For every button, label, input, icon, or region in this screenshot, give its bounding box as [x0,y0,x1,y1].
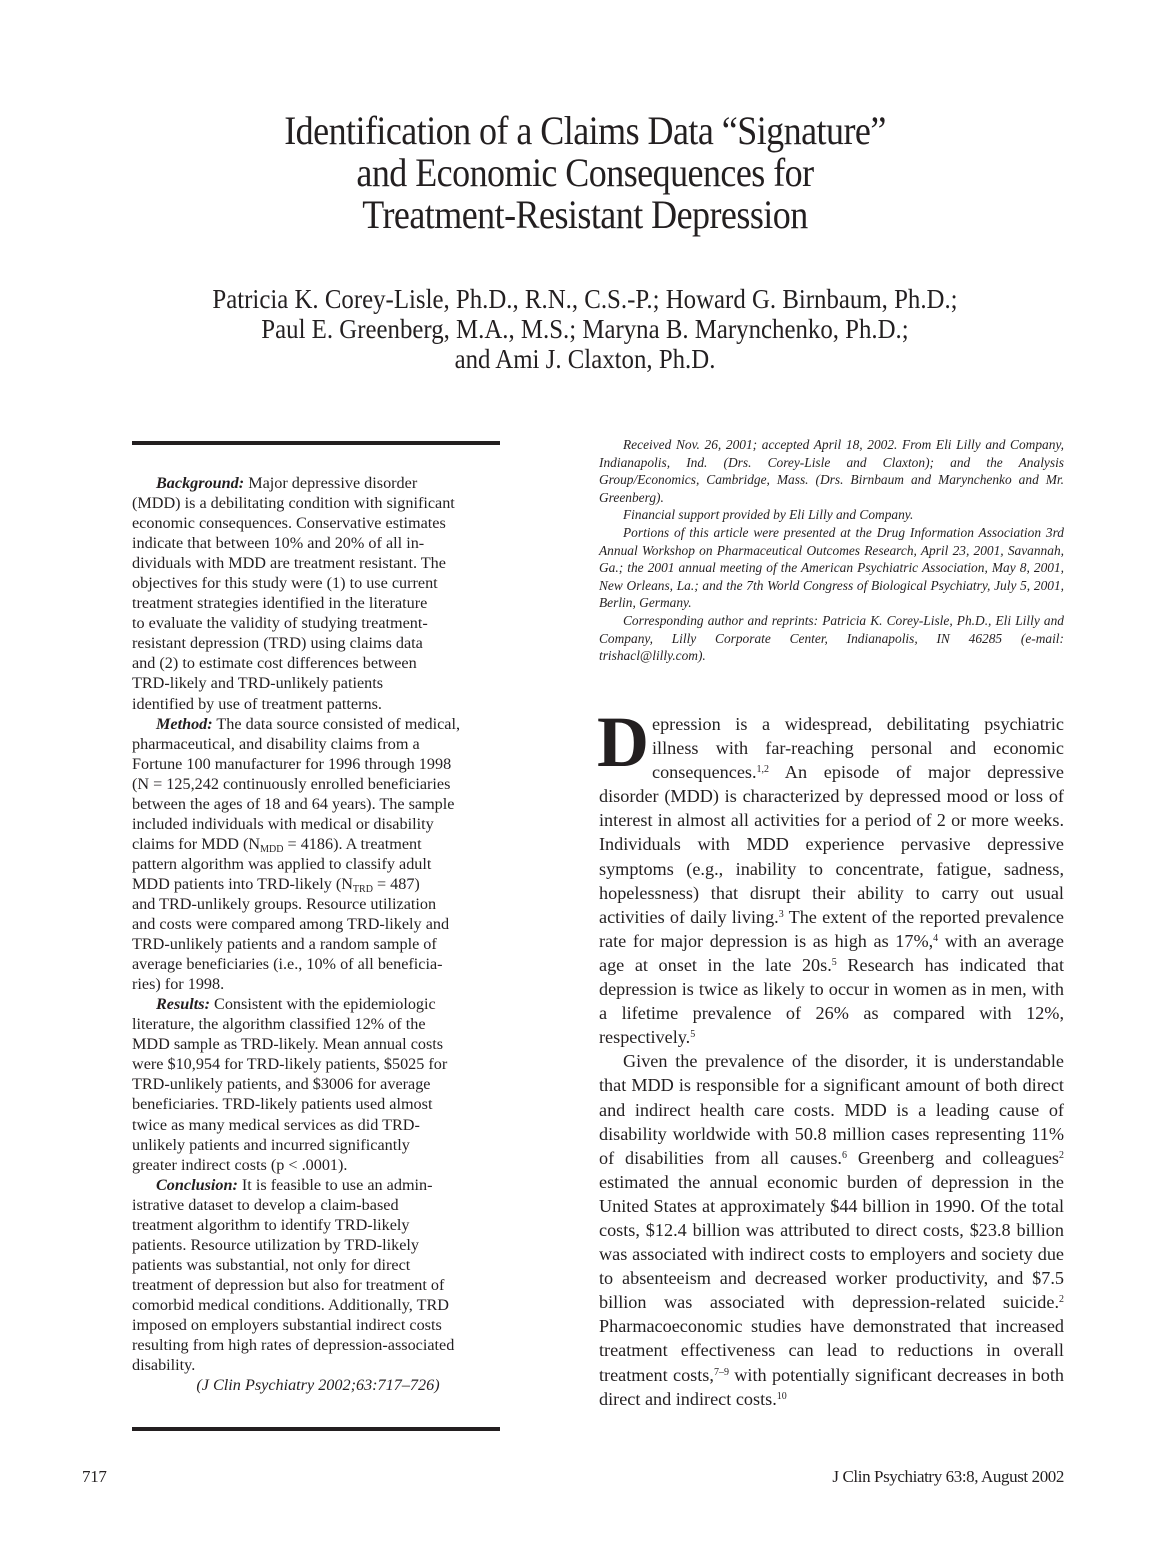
abstract-line: (N = 125,242 continuously enrolled beneficiaries [132,774,451,793]
text-run: with an average age at onset in the late 20s. [599,930,1064,975]
article-notes [599,436,1064,665]
abstract-line: resulting from high rates of depression-associated [132,1336,455,1355]
abstract-line: resistant depression (TRD) using claims data [132,634,423,653]
text-run: estimated the annual economic burden of depression in the United States at approximately $44 billion in 1990. Of the total costs, $12.4 billion was attributed to direct costs, $23.8 billion was associated with indirect costs to employers and society due to absenteeism and decreased worker productivity, and $7.5 billion was associated with depression-related suicide. [599,1171,1064,1313]
abstract-citation: (J Clin Psychiatry 2002;63:717–726) [196,1376,440,1395]
reference-marker[interactable]: 3 [778,908,784,920]
reference-marker[interactable]: 5 [831,956,837,968]
text-run: Given the prevalence of the disorder, it is understandable that MDD is responsible for a significant amount of both direct and indirect health care costs. MDD is a leading cause of disability worldwide with 50.8 million cases representing 11% of disabilities from all causes. [599,1051,1064,1168]
abstract-line: were $10,954 for TRD-likely patients, $5025 for [132,1055,448,1074]
abstract-line: average beneficiaries (i.e., 10% of all beneficia- [132,955,443,974]
received-note: Received Nov. 26, 2001; accepted April 18, 2002. From Eli Lilly and Company, Indianapolis, Ind. (Drs. Corey-Lisle and Claxton); and the Analysis Group/Economics, Cambridge, Mass. (Drs. Birnbaum and Marynchenko and Mr. Greenberg). [599,437,1064,505]
abstract-line: and TRD-unlikely groups. Resource utilization [132,894,437,913]
abstract-results [132,994,504,1174]
background-label: Background: [156,474,245,492]
reference-marker[interactable]: 5 [690,1029,696,1041]
abstract-line: objectives for this study were (1) to use current [132,574,438,593]
abstract-line: comorbid medical conditions. Additionally, TRD [132,1295,449,1314]
abstract-line: to evaluate the validity of studying treatment- [132,614,428,633]
abstract-line: beneficiaries. TRD-likely patients used almost [132,1095,433,1114]
abstract-line: literature, the algorithm classified 12% of the [132,1015,426,1034]
text-run: Greenberg and colleagues [846,1147,1059,1168]
abstract-line: unlikely patients and incurred significantly [132,1135,410,1154]
subscript: TRD [352,883,373,895]
abstract-line: Consistent with the epidemiologic [209,995,436,1014]
subscript: MDD [260,843,284,855]
abstract-line: disability. [132,1356,196,1375]
correspondence-note: Corresponding author and reprints: Patricia K. Corey-Lisle, Ph.D., Eli Lilly and Company, Lilly Corporate Center, Indianapolis, IN 46285 (e-mail: trishacl@lilly.com). [599,612,1064,664]
abstract-line: patients was substantial, not only for direct [132,1255,411,1274]
abstract-line: (MDD) is a debilitating condition with significant [132,494,455,513]
text-run: = 4186). A treatment [283,834,422,853]
drop-cap: D [597,702,649,782]
abstract-conclusion [132,1175,504,1375]
author-line: and Ami J. Claxton, Ph.D. [454,344,716,374]
method-label: Method: [156,714,213,733]
abstract-line: treatment algorithm to identify TRD-likely [132,1215,410,1234]
abstract-background [132,473,504,714]
reference-marker[interactable]: 2 [1059,1149,1064,1161]
abstract-line: indicate that between 10% and 20% of all in- [132,534,425,553]
text-run: with potentially significant decreases in both direct and indirect costs. [599,1364,1064,1409]
funding-note: Financial support provided by Eli Lilly and Company. [623,507,914,523]
abstract-line: included individuals with medical or disability [132,814,434,833]
abstract-line: dividuals with MDD are treatment resistant. The [132,554,446,573]
title-line: and Economic Consequences for [356,150,814,195]
abstract-top-rule [132,441,500,445]
abstract [132,473,504,1395]
text-run: The extent of the reported prevalence rate for major depression is as high as 17%, [599,906,1064,951]
body-paragraph [597,702,1064,1049]
abstract-line: patients. Resource utilization by TRD-likely [132,1235,419,1254]
abstract-line: ries) for 1998. [132,975,225,994]
abstract-line: The data source consisted of medical, [212,714,461,733]
abstract-line: istrative dataset to develop a claim-based [132,1195,399,1214]
abstract-line: twice as many medical services as did TRD- [132,1115,420,1134]
text-run: An episode of major depressive disorder (MDD) is characterized by depressed mood or loss of interest in almost all activities for a period of 2 or more weeks. Individuals with MDD experience pervasive depressive symptoms (e.g., inability to concentrate, fatigue, sadness, hopelessness) that disrupt their ability to carry out usual activities of daily living. [599,762,1064,927]
abstract-line: Major depressive disorder [244,474,418,492]
article-title [167,110,1004,236]
reference-marker[interactable]: 1,2 [756,764,770,776]
body-paragraph [599,1049,1064,1410]
abstract-line: pharmaceutical, and disability claims from a [132,734,420,753]
reference-marker[interactable]: 7–9 [713,1366,729,1378]
abstract-line: pattern algorithm was applied to classify adult [132,854,432,873]
abstract-line: between the ages of 18 and 64 years). The sample [132,794,455,813]
text-run: claims for MDD (N [132,834,261,853]
abstract-line: identified by use of treatment patterns. [132,694,382,713]
author-list [130,284,1041,374]
title-line: Treatment-Resistant Depression [362,192,808,237]
abstract-line: TRD-unlikely patients, and $3006 for average [132,1075,431,1094]
author-line: Paul E. Greenberg, M.A., M.S.; Maryna B. Marynchenko, Ph.D.; [261,314,909,344]
abstract-line: and costs were compared among TRD-likely and [132,915,450,934]
abstract-line: It is feasible to use an admin- [237,1175,433,1194]
conclusion-label: Conclusion: [156,1175,238,1194]
abstract-line: MDD sample as TRD-likely. Mean annual costs [132,1035,444,1054]
reference-marker[interactable]: 4 [933,932,939,944]
abstract-line [108,834,504,854]
results-label: Results: [156,995,210,1014]
text-run: Research has indicated that depression is twice as likely to occur in women as in men, with a lifetime prevalence of 26% as compared with 12%, respectively. [599,954,1064,1048]
author-line: Patricia K. Corey-Lisle, Ph.D., R.N., C.S.-P.; Howard G. Birnbaum, Ph.D.; [212,284,958,314]
text-run: Pharmacoeconomic studies have demonstrated that increased treatment effectiveness can lead to reductions in overall treatment costs, [599,1316,1064,1385]
abstract-line: and (2) to estimate cost differences between [132,654,417,673]
title-line: Identification of a Claims Data “Signature” [284,108,886,153]
reference-marker[interactable]: 6 [841,1149,847,1161]
abstract-line: greater indirect costs (p < .0001). [132,1155,348,1174]
presentation-note: Portions of this article were presented at the Drug Information Association 3rd Annual Workshop on Pharmaceutical Outcomes Research, April 23, 2001, Savannah, Ga.; the 2001 annual meeting of the American Psychiatric Association, May 8, 2001, New Orleans, La.; and the 7th World Congress of Biological Psychiatry, July 5, 2001, Berlin, Germany. [599,524,1064,611]
abstract-line: economic consequences. Conservative estimates [132,514,446,533]
abstract-method [132,714,504,995]
abstract-line: Fortune 100 manufacturer for 1996 through 1998 [132,754,452,773]
abstract-line [108,874,504,894]
abstract-line: TRD-unlikely patients and a random sample of [132,935,437,954]
journal-footer: J Clin Psychiatry 63:8, August 2002 [832,1467,1064,1486]
text-run: MDD patients into TRD-likely (N [132,874,353,893]
page-number: 717 [82,1467,107,1486]
article-body [597,702,1064,1411]
abstract-line: treatment of depression but also for treatment of [132,1275,445,1294]
abstract-bottom-rule [132,1427,500,1431]
abstract-line: imposed on employers substantial indirect costs [132,1315,442,1334]
abstract-line: treatment strategies identified in the literature [132,594,428,613]
text-run: epression is a widespread, debilitating psychiatric illness with far-reaching personal and economic consequences. [652,714,1064,783]
reference-marker[interactable]: 10 [776,1390,787,1402]
abstract-line: TRD-likely and TRD-unlikely patients [132,674,384,693]
text-run: = 487) [372,874,420,893]
reference-marker[interactable]: 2 [1059,1294,1064,1306]
